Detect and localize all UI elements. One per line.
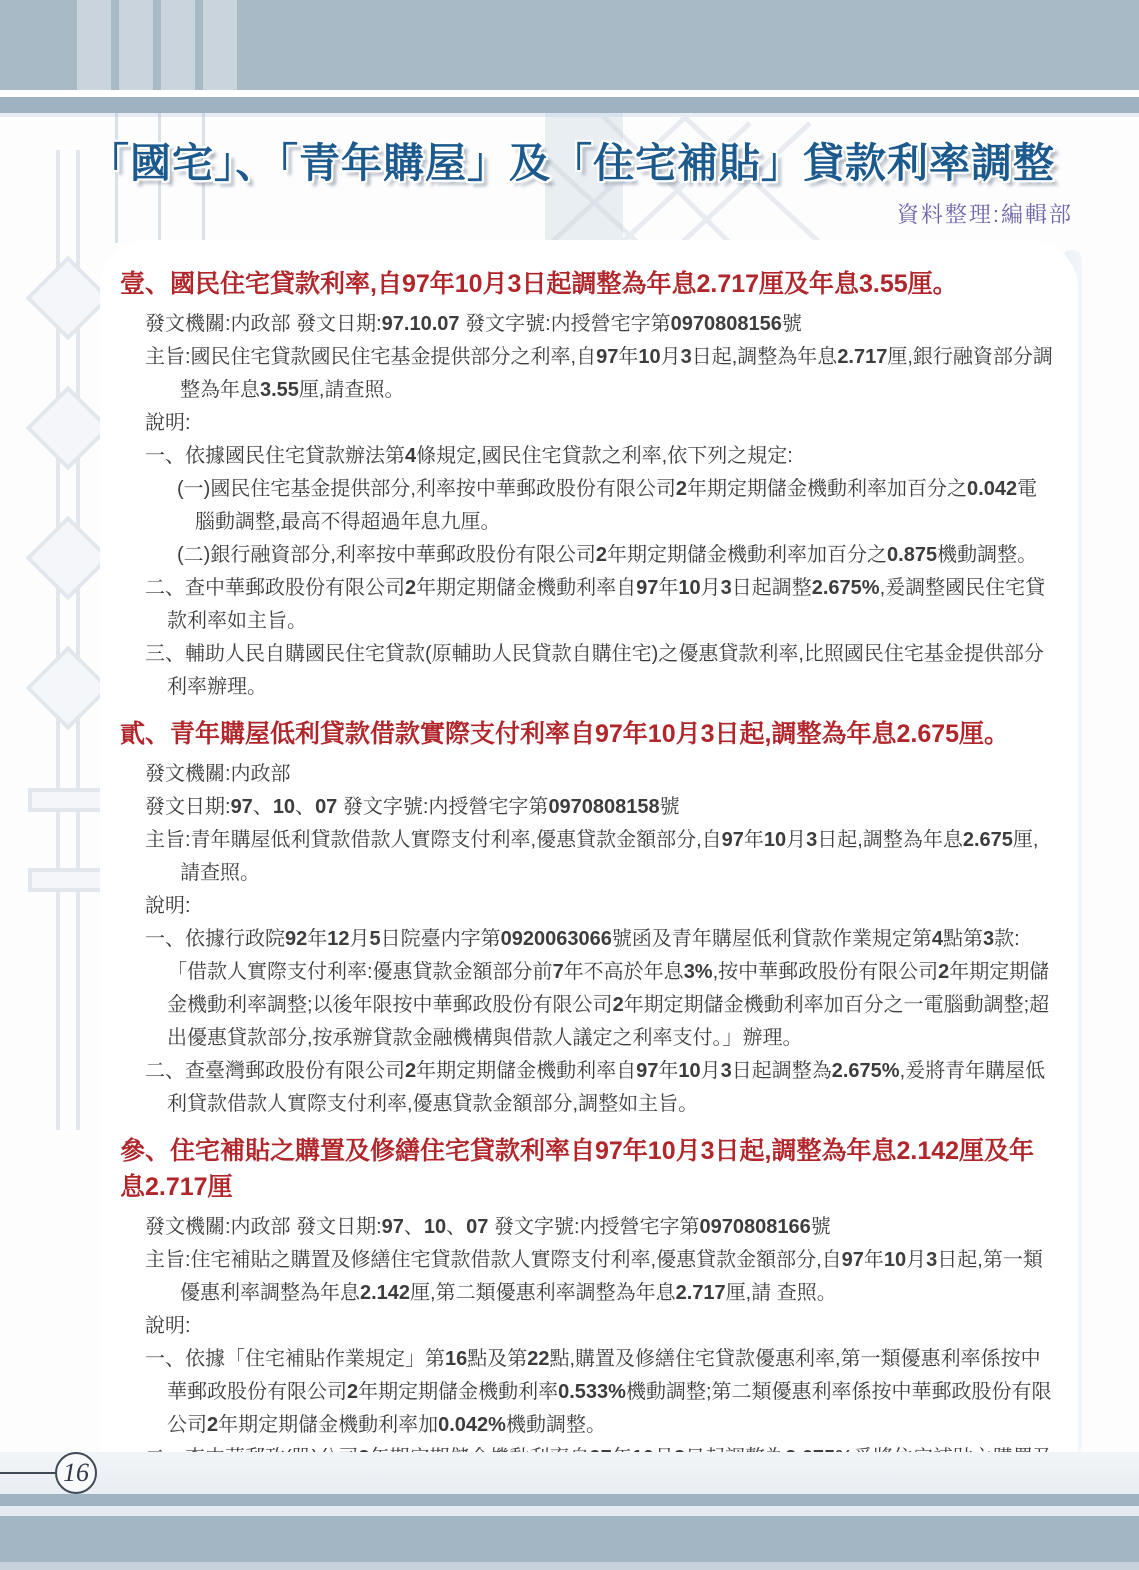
paragraph-item: 二、查中華郵政股份有限公司2年期定期儲金機動利率自97年10月3日起調整2.675%,爰調整國民住宅貸款利率如主旨。 [145,577,1046,632]
page-number: 16 [63,1458,89,1487]
second-decor-band [0,97,1139,113]
paragraph-meta: 發文機關:内政部 發文日期:97.10.07 發文字號:内授營宅字第0970808156號 [145,313,802,335]
section-heading: 貳、青年購屋低利貸款借款實際支付利率自97年10月3日起,調整為年息2.675厘。 [120,720,1010,748]
paragraph-item: 二、查臺灣郵政股份有限公司2年期定期儲金機動利率自97年10月3日起調整為2.675%,爰將青年購屋低利貸款借款人實際支付利率,優惠貸款金額部分,調整如主旨。 [145,1060,1046,1115]
bottom-band-edge [0,1562,1139,1570]
paragraph-meta: 發文日期:97、10、07 發文字號:内授營宅字第0970808158號 [145,796,680,818]
band-stripe [77,0,111,90]
paragraph-subject: 主旨:國民住宅貸款國民住宅基金提供部分之利率,自97年10月3日起,調整為年息2.717厘,銀行融資部分調整為年息3.55厘,請查照。 [145,346,1053,401]
paragraph-meta: 發文機關:内政部 發文日期:97、10、07 發文字號:内授營宅字第0970808166號 [145,1216,831,1238]
top-decor-band [0,0,1139,90]
document-panel [100,240,1078,1518]
paragraph-meta: 說明: [145,895,191,917]
bottom-texture [0,1452,1139,1518]
band-stripe [203,0,237,90]
paragraph-meta: 說明: [145,412,191,434]
bottom-band-thick [0,1516,1139,1562]
paragraph-item: 三、輔助人民自購國民住宅貸款(原輔助人民貸款自購住宅)之優惠貸款利率,比照國民住宅基金提供部分利率辦理。 [145,643,1044,698]
paragraph-subitem: (二)銀行融資部分,利率按中華郵政股份有限公司2年期定期儲金機動利率加百分之0.875機動調整。 [177,544,1038,566]
section-heading: 壹、國民住宅貸款利率,自97年10月3日起調整為年息2.717厘及年息3.55厘。 [120,270,958,298]
paragraph-meta: 說明: [145,1315,191,1337]
section-heading: 參、住宅補貼之購置及修繕住宅貸款利率自97年10月3日起,調整為年息2.142厘及年息2.717厘 [120,1137,1035,1201]
document-section [120,266,1054,704]
page-title: 「國宅」、「青年購屋」及「住宅補貼」貸款利率調整 [88,140,1055,186]
paragraph-subitem: (一)國民住宅基金提供部分,利率按中華郵政股份有限公司2年期定期儲金機動利率加百分之0.042電腦動調整,最高不得超過年息九厘。 [177,478,1038,533]
paragraph-subject: 主旨:住宅補貼之購置及修繕住宅貸款借款人實際支付利率,優惠貸款金額部分,自97年10月3日起,第一類優惠利率調整為年息2.142厘,第二類優惠利率調整為年息2.717厘,請 查照。 [145,1249,1043,1304]
divider-strip [0,90,1139,97]
paragraph-meta: 發文機關:内政部 [145,763,291,785]
paragraph-item: 一、依據「住宅補貼作業規定」第16點及第22點,購置及修繕住宅貸款優惠利率,第一類優惠利率係按中華郵政股份有限公司2年期定期儲金機動利率0.533%機動調整;第二類優惠利率係按中華郵政股份有限公司2年期定期儲金機動利率加0.042%機動調整。 [145,1348,1052,1436]
band-stripe [161,0,195,90]
byline: 資料整理:編輯部 [896,202,1073,227]
paragraph-subject: 主旨:青年購屋低利貸款借款人實際支付利率,優惠貸款金額部分,自97年10月3日起,調整為年息2.675厘,請查照。 [145,829,1039,884]
page-number-badge [55,1452,97,1494]
paragraph-item: 一、依據國民住宅貸款辦法第4條規定,國民住宅貸款之利率,依下列之規定: [145,445,793,467]
document-section [120,716,1054,1121]
bottom-band-thin [0,1494,1139,1506]
band-stripe [119,0,153,90]
paragraph-item: 一、依據行政院92年12月5日院臺内字第0920063066號函及青年購屋低利貸款作業規定第4點第3款:「借款人實際支付利率:優惠貸款金額部分前7年不高於年息3%,按中華郵政股份有限公司2年期定期儲金機動利率調整;以後年限按中華郵政股份有限公司2年期定期儲金機動利率加百分之一電腦動調整;超出優惠貸款部分,按承辦貸款金融機構與借款人議定之利率支付。」辦理。 [145,928,1050,1049]
